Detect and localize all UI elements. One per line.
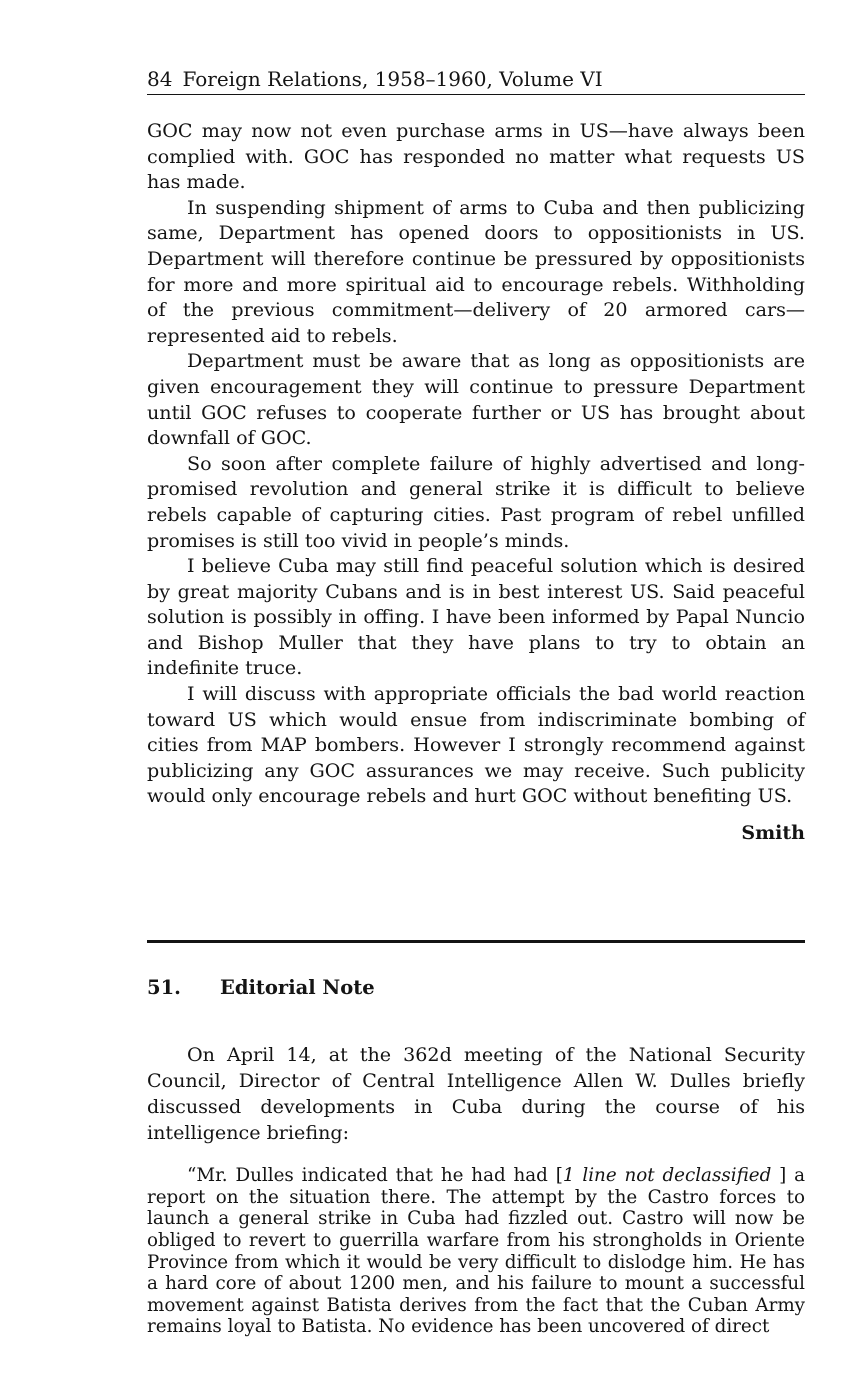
paragraph-arms-suspension: In suspending shipment of arms to Cuba and then publicizing same, Department has opened doors to oppositionists in US. Department will therefore continue be pressured by oppositionists for more and more spiritual aid to encourage rebels. Withholding of the previous commitment—delivery of 20 armored cars—represented aid to rebels.: [147, 195, 805, 347]
section-title: Editorial Note: [220, 976, 375, 1000]
paragraph-peaceful-solution: I believe Cuba may still find peaceful solution which is desired by great majority Cubans and is in best interest US. Said peaceful solution is possibly in offing. I have been informed by Papal Nuncio and Bishop Muller that they have plans to try to obtain an indefinite truce.: [147, 554, 805, 680]
signature: Smith: [741, 822, 805, 845]
editorial-intro: On April 14, at the 362d meeting of the National Security Council, Director of Central Intelligence Allen W. Dulles briefly discussed developments in Cuba during the course of his intelligence briefing:: [147, 1043, 805, 1145]
section-number: 51.: [147, 976, 181, 1000]
page-number: 84: [147, 67, 173, 91]
section-divider: [147, 940, 805, 943]
paragraph-bombing-reaction: I will discuss with appropriate officials the bad world reaction toward US which would ensue from indiscriminate bombing of cities from MAP bombers. However I strongly recommend against publicizing any GOC assurances we may receive. Such publicity would only encourage rebels and hurt GOC without benefiting US.: [147, 682, 805, 808]
quote-text-before: “Mr. Dulles indicated that he had had [: [187, 1165, 563, 1187]
document-page: [147, 66, 805, 1356]
quoted-briefing: [147, 1165, 805, 1338]
telegram-body: [147, 118, 805, 809]
paragraph-oppositionists: Department must be aware that as long as oppositionists are given encouragement they will continue to pressure Department until GOC refuses to cooperate further or US has brought about downfall of GOC.: [147, 349, 805, 450]
quote-text-after: ] a report on the situation there. The attempt by the Castro forces to launch a general strike in Cuba had fizzled out. Castro will now be obliged to revert to guerrilla warfare from his strongholds in Oriente Province from which it would be very difficult to dislodge him. He has a hard core of about 1200 men, and his failure to mount a successful movement against Batista derives from the fact that the Cuban Army remains loyal to Batista. No evidence has been uncovered of direct: [147, 1165, 806, 1338]
redaction-note: 1 line not declassified: [562, 1165, 772, 1187]
volume-title: Foreign Relations, 1958–1960, Volume VI: [182, 67, 603, 91]
section-heading: [147, 975, 805, 1001]
paragraph-failed-revolution: So soon after complete failure of highly advertised and long-promised revolution and general strike it is difficult to believe rebels capable of capturing cities. Past program of rebel unfilled promises is still too vivid in people’s minds.: [147, 451, 805, 552]
paragraph-continued: GOC may now not even purchase arms in US—have always been complied with. GOC has responded no matter what requests US has made.: [147, 119, 805, 194]
running-header: [147, 66, 805, 95]
